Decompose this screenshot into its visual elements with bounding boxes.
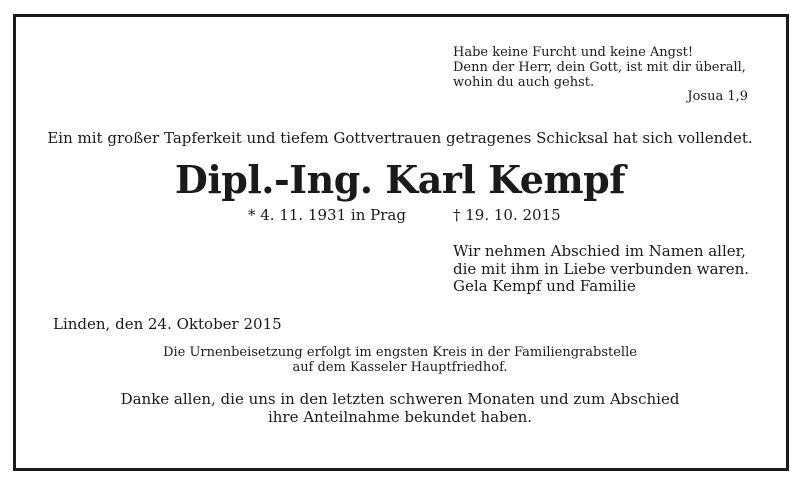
farewell-line-1: Wir nehmen Abschied im Namen aller, [453,242,746,260]
thanks-line-2: ihre Anteilnahme bekundet haben. [267,408,533,426]
burial-line-2: auf dem Kasseler Hauptfriedhof. [292,360,508,375]
farewell-line-2: die mit ihm in Liebe verbunden waren. [453,260,750,278]
family-signature: Gela Kempf und Familie [453,277,636,295]
thanks-text [0,390,800,426]
birth-date: * 4. 11. 1931 in Prag [248,206,406,224]
place-and-date: Linden, den 24. Oktober 2015 [53,315,282,333]
quote-line-3: wohin du auch gehst. [453,75,595,90]
intro-text: Ein mit großer Tapferkeit und tiefem Gottvertrauen getragenes Schicksal hat sich vollendet. [47,129,753,147]
burial-notice [0,345,800,375]
quote-line-2: Denn der Herr, dein Gott, ist mit dir überall, [453,60,746,75]
bible-quote [453,45,746,90]
death-date: † 19. 10. 2015 [453,206,561,224]
deceased-name: Dipl.-Ing. Karl Kempf [174,157,626,202]
quote-line-1: Habe keine Furcht und keine Angst! [453,45,694,60]
quote-reference: Josua 1,9 [687,89,748,104]
thanks-line-1: Danke allen, die uns in den letzten schweren Monaten und zum Abschied [120,390,680,408]
burial-line-1: Die Urnenbeisetzung erfolgt im engsten Kreis in der Familiengrabstelle [163,345,637,360]
farewell-text [453,242,749,278]
